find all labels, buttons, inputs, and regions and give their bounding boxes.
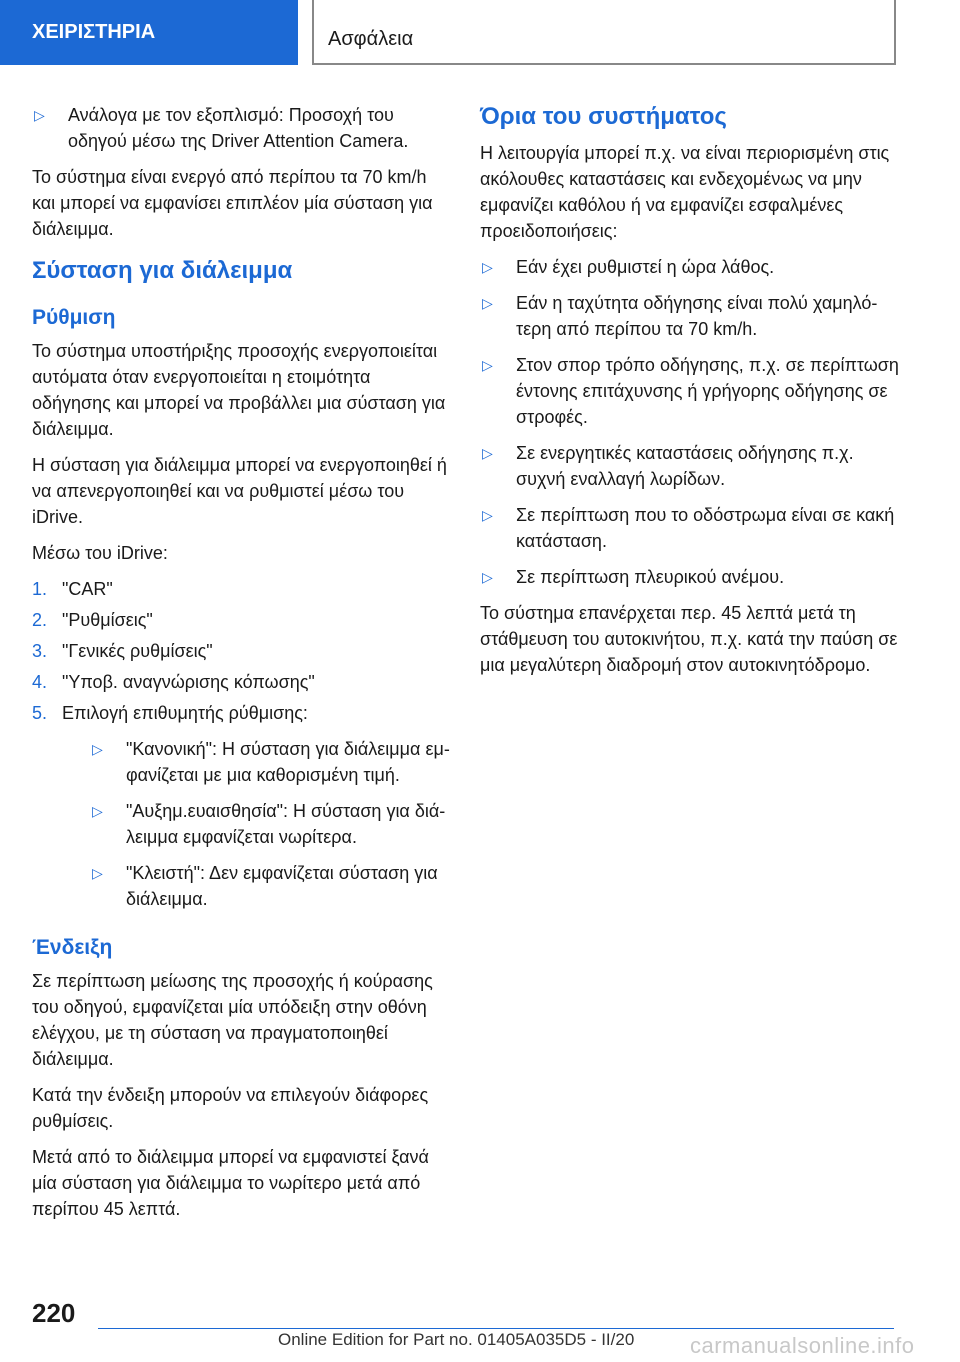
paragraph: Το σύστημα υποστήριξης προσοχής ενεργοποιείται αυτόματα όταν ενεργοποιείται η ετοιμότητα οδήγησης και μπορεί να προβάλλει μια σύσταση για διάλειμμα.	[32, 341, 446, 439]
triangle-bullet-icon: ▷	[482, 507, 493, 523]
triangle-bullet-icon: ▷	[92, 865, 103, 881]
step-number: 5.	[32, 703, 48, 723]
step-text: Επιλογή επιθυμητής ρύθμισης:	[62, 703, 308, 723]
list-item	[480, 502, 900, 554]
paragraph: Σε περίπτωση μείωσης της προσοχής ή κούρασης του οδηγού, εμφανίζεται μία υπόδειξη στην οθόνη ελέγχου, με τη σύσταση να πραγματοποιηθεί διάλειμμα.	[32, 971, 433, 1069]
header-tab: ΧΕΙΡΙΣΤΗΡΙΑ	[0, 0, 298, 65]
triangle-bullet-icon: ▷	[482, 569, 493, 585]
bullet-text: "Κανονική": Η σύσταση για διάλειμμα εμφανίζεται με μια καθορισμένη τιμή.	[126, 739, 450, 785]
bullet-text: Σε ενεργητικές καταστάσεις οδήγησης π.χ. συχνή εναλλαγή λωρίδων.	[516, 443, 854, 489]
paragraph: Το σύστημα επανέρχεται περ. 45 λεπτά μετά τη στάθμευση του αυτοκινήτου, π.χ. κατά την παύση σε μια μεγαλύτερη διαδρομή στον αυτοκινητόδρομο.	[480, 603, 898, 675]
paragraph: Μέσω του iDrive:	[32, 543, 168, 563]
page-number: 220	[32, 1298, 76, 1328]
step-text: "CAR"	[62, 579, 113, 599]
step-number: 1.	[32, 579, 48, 599]
step-text: "Ρυθμίσεις"	[62, 610, 153, 630]
paragraph: Η λειτουργία μπορεί π.χ. να είναι περιορισμένη στις ακόλουθες καταστάσεις και ενδεχομένως να μην εμφανίζει καθόλου ή να εμφανίζει εσφαλμένες προειδοποιήσεις:	[480, 143, 890, 241]
list-item	[480, 440, 900, 492]
paragraph: Η σύσταση για διάλειμμα μπορεί να ενεργοποιηθεί ή να απενεργοποιηθεί και να ρυθμιστεί μέσω του iDrive.	[32, 455, 447, 527]
bullet-text: Εάν έχει ρυθμιστεί η ώρα λάθος.	[516, 257, 775, 277]
list-item	[480, 564, 900, 590]
list-item	[480, 352, 900, 430]
step-item	[32, 638, 452, 664]
step-item	[32, 669, 452, 695]
triangle-bullet-icon: ▷	[92, 803, 103, 819]
triangle-bullet-icon: ▷	[92, 741, 103, 757]
paragraph: Το σύστημα είναι ενεργό από περίπου τα 70 km/h και μπορεί να εμφανίσει επιπλέον μία σύσταση για διάλειμμα.	[32, 167, 433, 239]
triangle-bullet-icon: ▷	[482, 259, 493, 275]
list-item	[90, 736, 452, 788]
paragraph: Μετά από το διάλειμμα μπορεί να εμφανιστεί ξανά μία σύσταση για διάλειμμα το νωρίτερο μετά από περίπου 45 λεπτά.	[32, 1147, 429, 1219]
list-item	[90, 860, 452, 912]
triangle-bullet-icon: ▷	[482, 445, 493, 461]
subsection-heading: Ένδειξη	[32, 936, 113, 959]
step-number: 4.	[32, 672, 48, 692]
step-number: 2.	[32, 610, 48, 630]
step-number: 3.	[32, 641, 48, 661]
step-text: "Γενικές ρυθμίσεις"	[62, 641, 213, 661]
list-item	[32, 102, 452, 154]
section-title: Ασφάλεια	[312, 0, 896, 65]
triangle-bullet-icon: ▷	[34, 107, 45, 123]
bullet-text: Ανάλογα με τον εξοπλισμό: Προσοχή του οδηγού μέσω της Driver Attention Camera.	[68, 105, 409, 151]
bullet-text: Στον σπορ τρόπο οδήγησης, π.χ. σε περίπτωση έντονης επιτάχυνσης ή γρήγορης οδήγησης σε στροφές.	[516, 355, 899, 427]
list-item	[90, 798, 452, 850]
triangle-bullet-icon: ▷	[482, 357, 493, 373]
step-item	[32, 607, 452, 633]
bullet-text: Εάν η ταχύτητα οδήγησης είναι πολύ χαμηλότερη από περίπου τα 70 km/h.	[516, 293, 878, 339]
step-item	[32, 576, 452, 602]
step-item	[32, 700, 452, 726]
triangle-bullet-icon: ▷	[482, 295, 493, 311]
subsection-heading: Ρύθμιση	[32, 306, 116, 329]
paragraph: Κατά την ένδειξη μπορούν να επιλεγούν διάφορες ρυθμίσεις.	[32, 1085, 429, 1131]
bullet-text: Σε περίπτωση πλευρικού ανέμου.	[516, 567, 785, 587]
watermark: carmanualsonline.info	[690, 1333, 915, 1358]
section-heading: Σύσταση για διάλειμμα	[32, 257, 293, 284]
edition-info: Online Edition for Part no. 01405A035D5 - II/20	[278, 1330, 635, 1349]
right-column	[480, 102, 900, 688]
step-text: "Υποβ. αναγνώρισης κόπωσης"	[62, 672, 315, 692]
footer-divider	[98, 1328, 894, 1329]
left-column	[32, 102, 452, 1232]
bullet-text: "Αυξημ.ευαισθησία": Η σύσταση για διάλειμμα εμφανίζεται νωρίτερα.	[126, 801, 446, 847]
bullet-text: "Κλειστή": Δεν εμφανίζεται σύσταση για διάλειμμα.	[126, 863, 438, 909]
list-item	[480, 290, 900, 342]
section-heading: Όρια του συστήματος	[480, 103, 727, 130]
bullet-text: Σε περίπτωση που το οδόστρωμα είναι σε κακή κατάσταση.	[516, 505, 895, 551]
list-item	[480, 254, 900, 280]
